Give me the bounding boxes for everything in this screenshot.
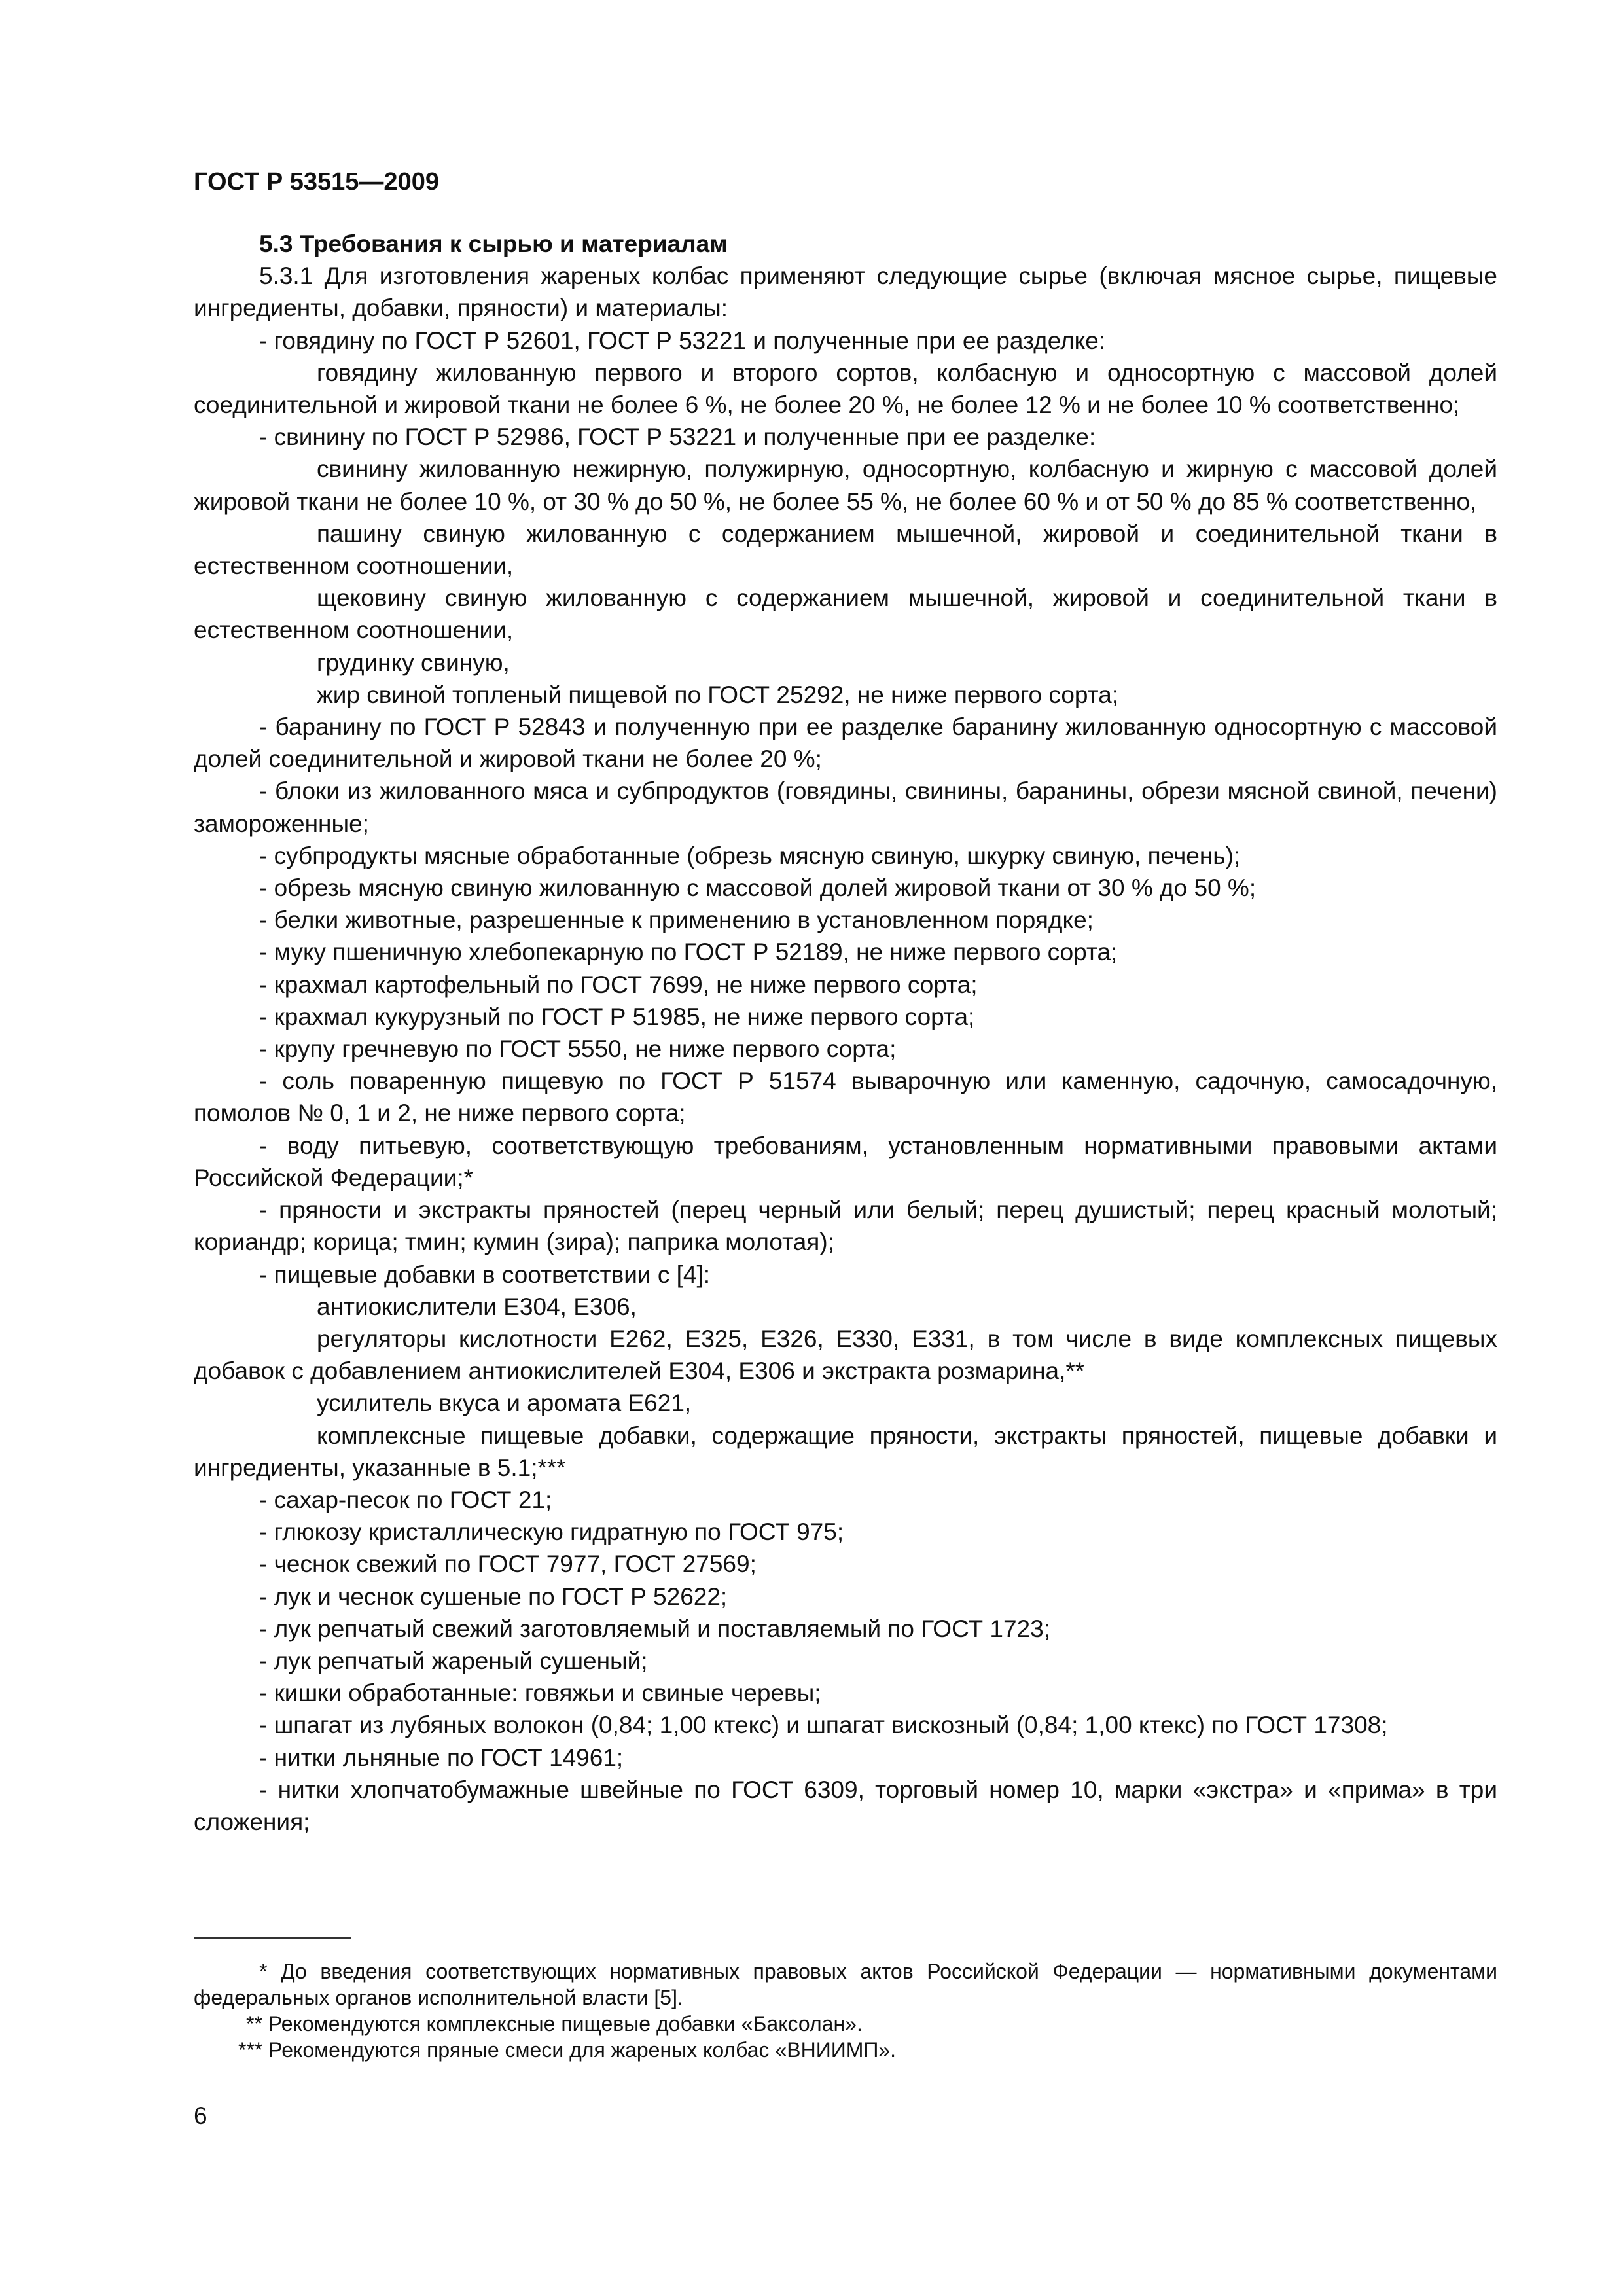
footnote-separator [194, 1937, 351, 1939]
list-item: - соль поваренную пищевую по ГОСТ Р 51574 выварочную или каменную, садочную, самосадочную, помолов № 0, 1 и 2, не ниже первого сорта; [194, 1067, 1497, 1127]
page-number: 6 [194, 2102, 207, 2129]
sub-item: комплексные пищевые добавки, содержащие пряности, экстракты пряностей, пищевые добавки и ингредиенты, указанные в 5.1;*** [194, 1422, 1497, 1481]
list-item: - муку пшеничную хлебопекарную по ГОСТ Р 52189, не ниже первого сорта; [259, 939, 1118, 966]
list-item: - обрезь мясную свиную жилованную с массовой долей жировой ткани от 30 % до 50 %; [259, 874, 1257, 902]
list-item: - сахар-песок по ГОСТ 21; [259, 1486, 552, 1513]
list-item: - белки животные, разрешенные к применению в установленном порядке; [259, 906, 1094, 934]
document-body [194, 228, 1497, 1838]
intro-paragraph: 5.3.1 Для изготовления жареных колбас применяют следующие сырье (включая мясное сырье, пищевые ингредиенты, добавки, пряности) и материалы: [194, 262, 1497, 322]
sub-item: антиокислители Е304, Е306, [317, 1293, 637, 1320]
list-item: - нитки льняные по ГОСТ 14961; [259, 1744, 624, 1771]
list-item: - лук и чеснок сушеные по ГОСТ Р 52622; [259, 1583, 728, 1610]
list-item: - чеснок свежий по ГОСТ 7977, ГОСТ 27569; [259, 1551, 757, 1578]
list-item: - шпагат из лубяных волокон (0,84; 1,00 ктекс) и шпагат вискозный (0,84; 1,00 ктекс) по ГОСТ 17308; [259, 1712, 1388, 1739]
list-item: - пряности и экстракты пряностей (перец черный или белый; перец душистый; перец красный молотый; кориандр; корица; тмин; кумин (зира); паприка молотая); [194, 1196, 1497, 1256]
paragraph-list [194, 260, 1497, 1838]
footnotes [194, 1958, 1497, 2063]
list-item: - воду питьевую, соответствующую требованиям, установленным нормативными правовыми актами Российской Федерации;* [194, 1132, 1497, 1191]
list-item: - блоки из жилованного мяса и субпродуктов (говядины, свинины, баранины, обрези мясной свиной, печени) замороженные; [194, 778, 1497, 837]
footnote: *** Рекомендуются пряные смеси для жареных колбас «ВНИИМП». [238, 2038, 897, 2062]
sub-item: усилитель вкуса и аромата Е621, [317, 1390, 692, 1417]
list-item: - кишки обработанные: говяжьи и свиные черевы; [259, 1679, 821, 1707]
list-item: - говядину по ГОСТ Р 52601, ГОСТ Р 53221 и полученные при ее разделке: [259, 327, 1106, 354]
list-item: - лук репчатый жареный сушеный; [259, 1647, 648, 1674]
list-item: - субпродукты мясные обработанные (обрезь мясную свиную, шкурку свиную, печень); [259, 842, 1241, 869]
list-item: - крахмал картофельный по ГОСТ 7699, не ниже первого сорта; [259, 971, 978, 998]
footnote: * До введения соответствующих нормативных правовых актов Российской Федерации — нормативными документами федеральных органов исполнительной власти [5]. [194, 1960, 1497, 2009]
list-item: - крупу гречневую по ГОСТ 5550, не ниже первого сорта; [259, 1035, 897, 1063]
footnote: ** Рекомендуются комплексные пищевые добавки «Баксолан». [246, 2012, 863, 2036]
list-item: - лук репчатый свежий заготовляемый и поставляемый по ГОСТ 1723; [259, 1615, 1050, 1642]
document-header: ГОСТ Р 53515—2009 [194, 168, 439, 196]
section-heading: 5.3 Требования к сырью и материалам [259, 230, 728, 257]
sub-item: грудинку свиную, [317, 649, 510, 676]
list-item: - глюкозу кристаллическую гидратную по ГОСТ 975; [259, 1518, 844, 1546]
sub-item: жир свиной топленый пищевой по ГОСТ 25292, не ниже первого сорта; [317, 681, 1119, 708]
list-item: - пищевые добавки в соответствии с [4]: [259, 1261, 711, 1288]
list-item: - нитки хлопчатобумажные швейные по ГОСТ 6309, торговый номер 10, марки «экстра» и «прима» в три сложения; [194, 1776, 1497, 1835]
sub-item: регуляторы кислотности Е262, Е325, Е326, Е330, Е331, в том числе в виде комплексных пищевых добавок с добавлением антиокислителей Е304, Е306 и экстракта розмарина,** [194, 1325, 1497, 1385]
sub-item: говядину жилованную первого и второго сортов, колбасную и односортную с массовой долей соединительной и жировой ткани не более 6 %, не более 20 %, не более 12 % и не более 10 % соответственно; [194, 359, 1497, 419]
sub-item: щековину свиную жилованную с содержанием мышечной, жировой и соединительной ткани в естественном соотношении, [194, 584, 1497, 644]
sub-item: свинину жилованную нежирную, полужирную, односортную, колбасную и жирную с массовой долей жировой ткани не более 10 %, от 30 % до 50 %, не более 55 %, не более 60 % и от 50 % до 85 % соответственно, [194, 456, 1497, 515]
list-item: - баранину по ГОСТ Р 52843 и полученную при ее разделке баранину жилованную односортную с массовой долей соединительной и жировой ткани не более 20 %; [194, 713, 1497, 773]
list-item: - крахмал кукурузный по ГОСТ Р 51985, не ниже первого сорта; [259, 1003, 975, 1030]
list-item: - свинину по ГОСТ Р 52986, ГОСТ Р 53221 и полученные при ее разделке: [259, 423, 1096, 451]
sub-item: пашину свиную жилованную с содержанием мышечной, жировой и соединительной ткани в естественном соотношении, [194, 520, 1497, 580]
